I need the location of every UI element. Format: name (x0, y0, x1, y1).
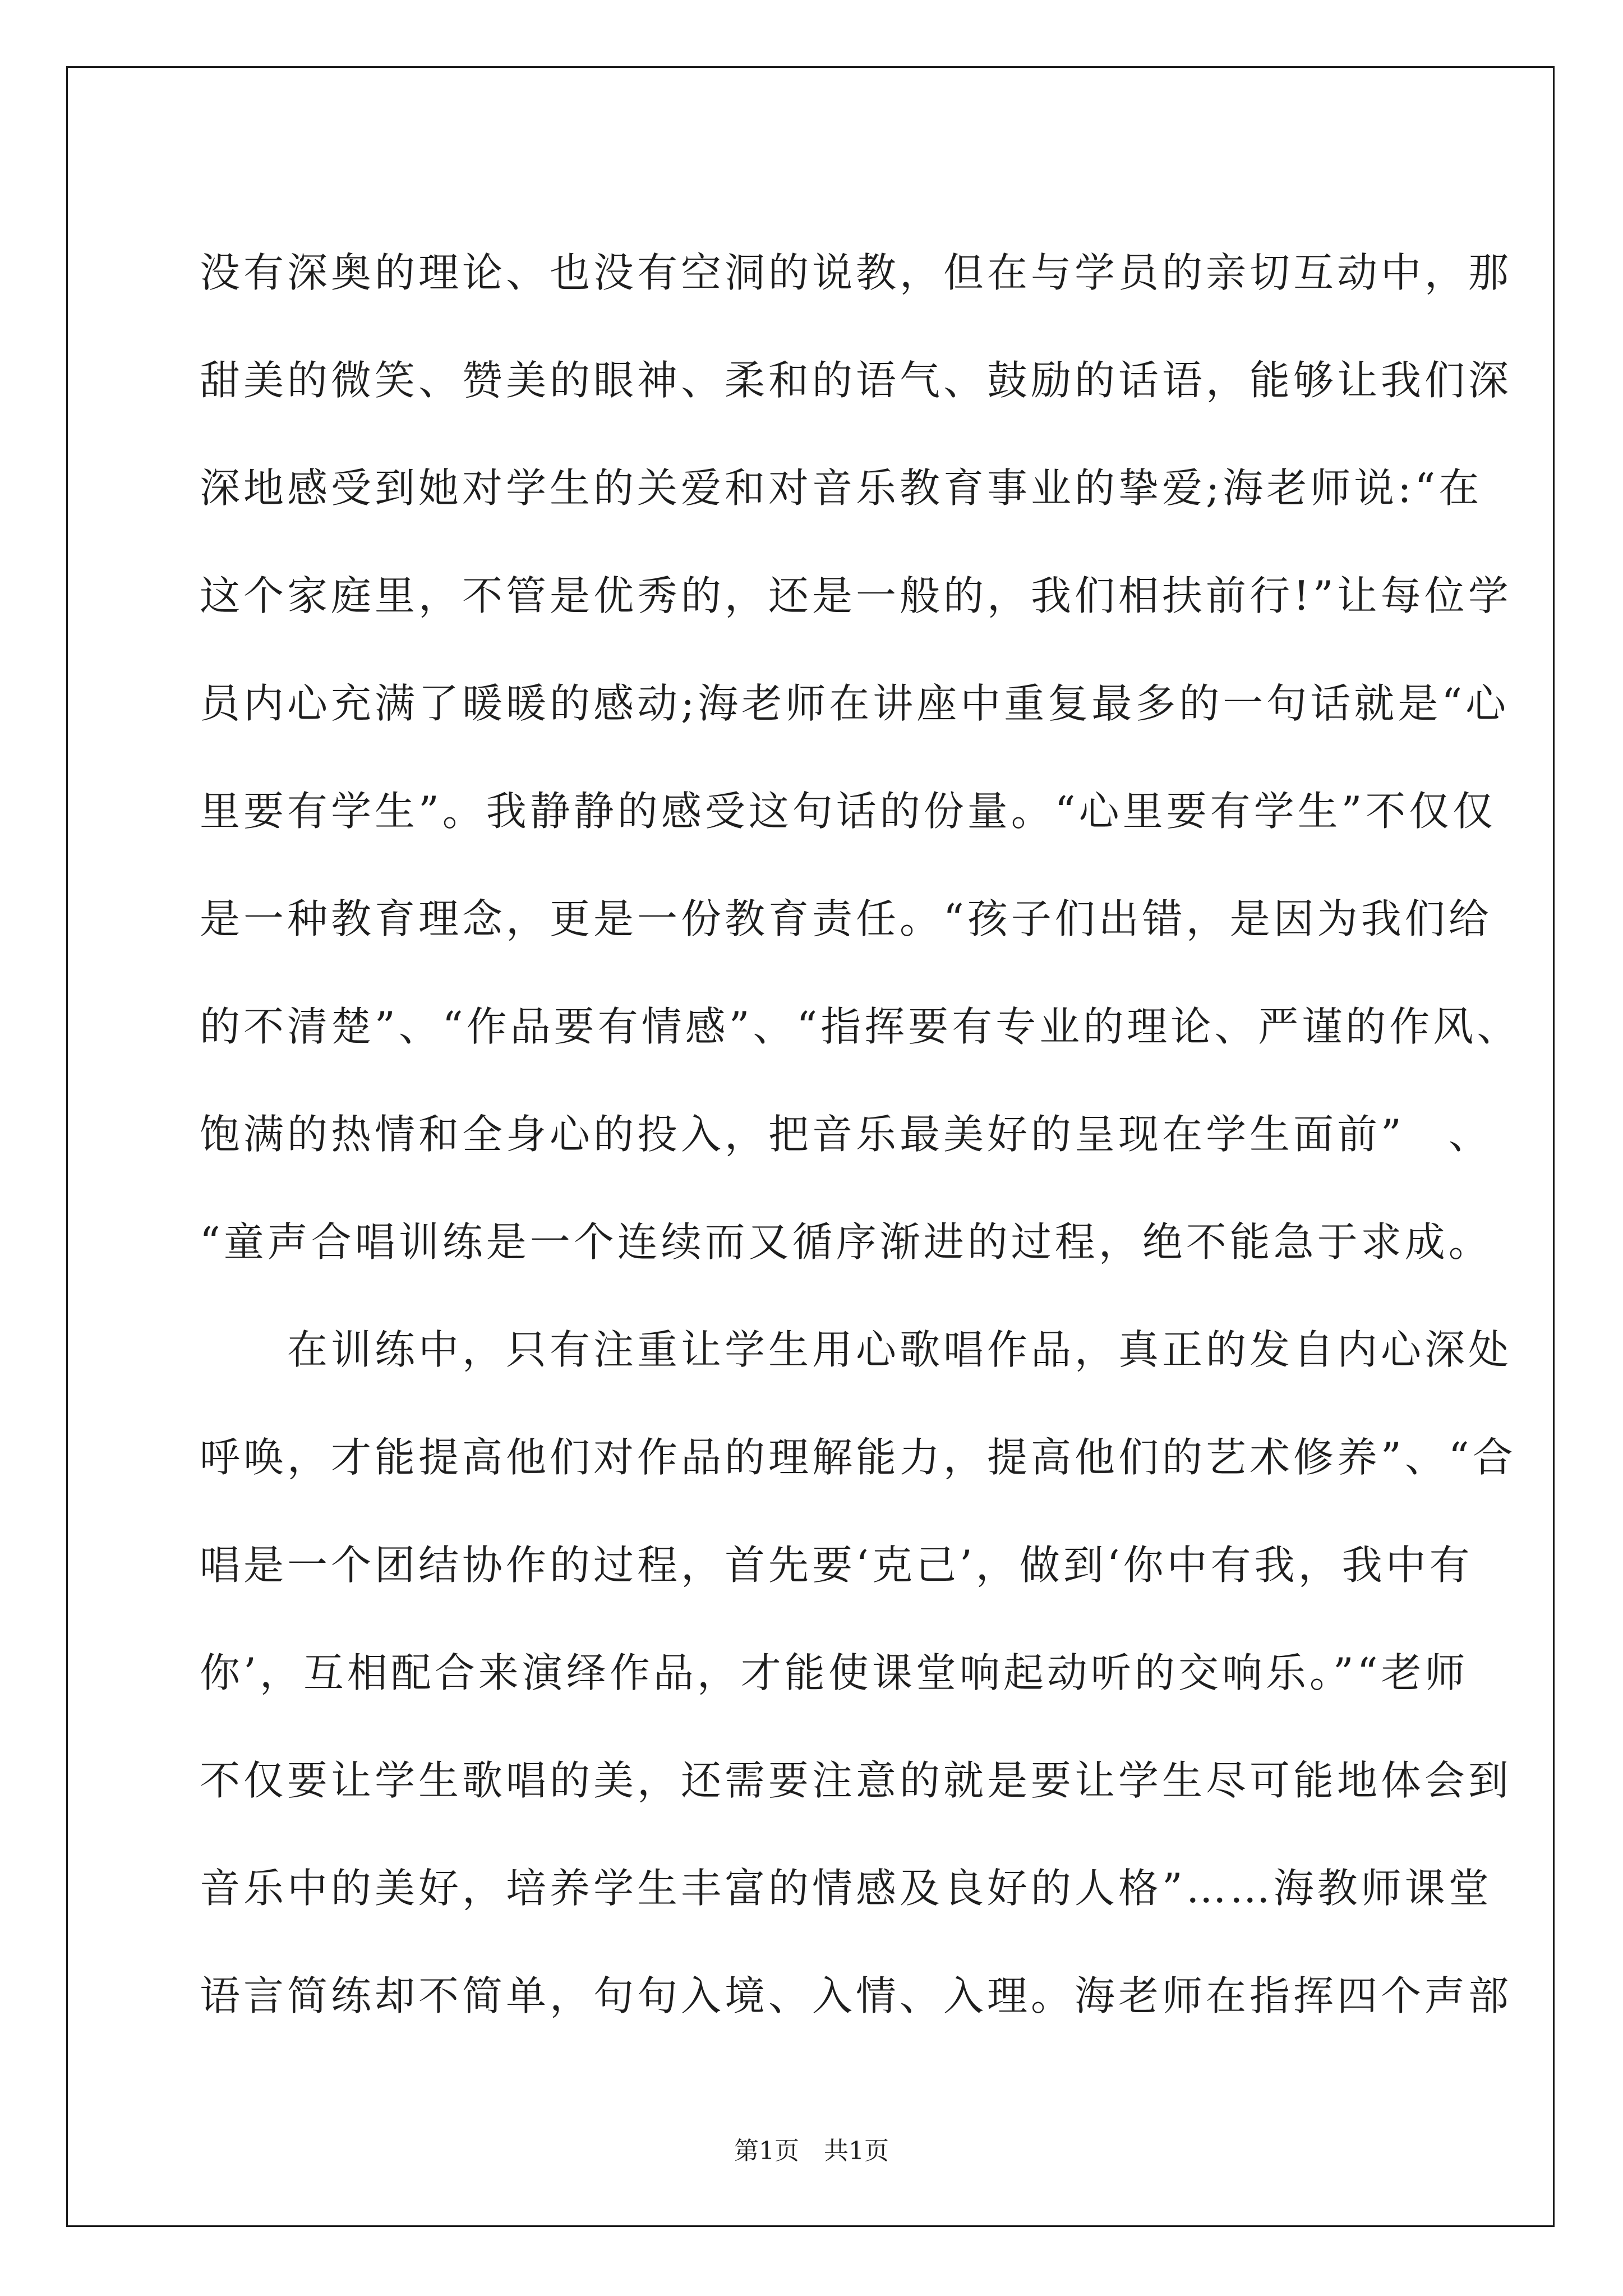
text-line: 不仅要让学生歌唱的美，还需要注意的就是要让学生尽可能地体会到 (200, 1757, 1513, 1804)
text-line: 在训练中，只有注重让学生用心歌唱作品，真正的发自内心深处 (200, 1326, 1513, 1373)
text-line: 音乐中的美好，培养学生丰富的情感及良好的人格”……海教师课堂 (200, 1865, 1492, 1912)
page-number-footer: 第1页 共1页 (734, 2137, 889, 2165)
text-line: 员内心充满了暖暖的感动;海老师在讲座中重复最多的一句话就是“心 (200, 680, 1510, 727)
text-line: 甜美的微笑、赞美的眼神、柔和的语气、鼓励的话语，能够让我们深 (200, 357, 1513, 404)
text-line: 深地感受到她对学生的关爱和对音乐教育事业的挚爱;海老师说:“在 (200, 464, 1483, 512)
body-text (200, 219, 1521, 2050)
text-line: 语言简练却不简单，句句入境、入情、入理。海老师在指挥四个声部 (200, 1972, 1513, 2019)
text-line: 你’，互相配合来演绎作品，才能使课堂响起动听的交响乐。”“老师 (200, 1649, 1469, 1696)
text-line: 呼唤，才能提高他们对作品的理解能力，提高他们的艺术修养”、“合 (200, 1434, 1516, 1481)
text-line: 唱是一个团结协作的过程，首先要‘克己’，做到‘你中有我，我中有 (200, 1542, 1473, 1589)
text-line: 里要有学生”。我静静的感受这句话的份量。“心里要有学生”不仅仅 (200, 788, 1497, 835)
text-line: 是一种教育理念，更是一份教育责任。“孩子们出错，是因为我们给 (200, 895, 1492, 942)
text-line: 没有深奥的理论、也没有空洞的说教，但在与学员的亲切互动中，那 (200, 249, 1513, 296)
text-line: 这个家庭里，不管是优秀的，还是一般的，我们相扶前行!”让每位学 (200, 572, 1512, 619)
text-line: 饱满的热情和全身心的投入，把音乐最美好的呈现在学生面前” 、 (200, 1111, 1492, 1158)
text-line: 的不清楚”、“作品要有情感”、“指挥要有专业的理论、严谨的作风、 (200, 1003, 1521, 1050)
text-line: “童声合唱训练是一个连续而又循序渐进的过程，绝不能急于求成。 (200, 1218, 1492, 1266)
